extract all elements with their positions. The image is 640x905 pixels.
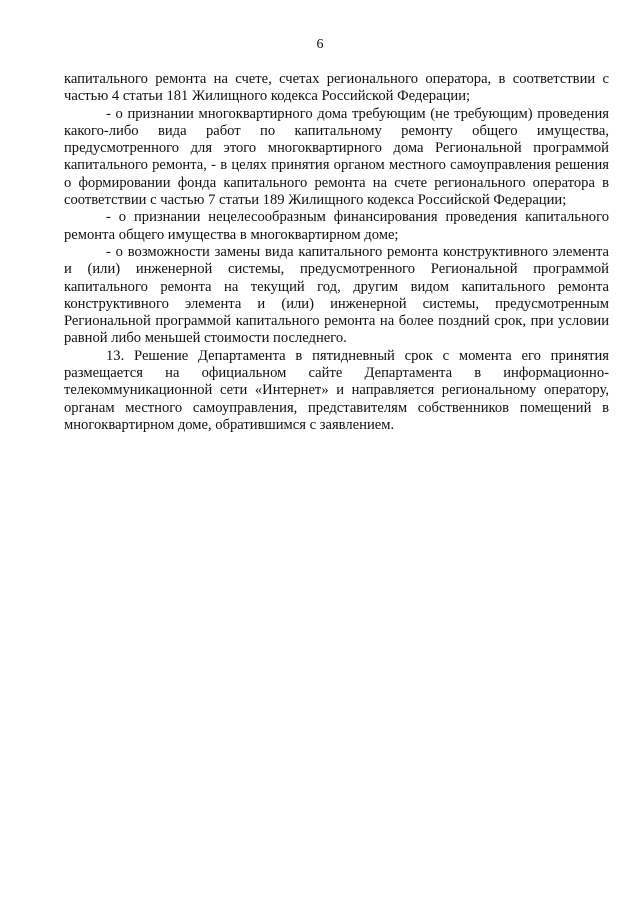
- document-body: [64, 71, 609, 434]
- paragraph-item-financing: - о признании нецелесообразным финансирования проведения капитального ремонта общего имущества в многоквартирном доме;: [64, 209, 609, 243]
- page-number: 6: [316, 37, 324, 52]
- paragraph-item-roof-requirement: - о признании многоквартирного дома требующим (не требующим) проведения какого-либо вида работ по капитальному ремонту общего имущества, предусмотренного для этого многоквартирного дома Региональной программой капитального ремонта, - в целях принятия органом местного самоуправления решения о формировании фонда капитального ремонта на счете регионального оператора в соответствии с частью 7 статьи 189 Жилищного кодекса Российской Федерации;: [64, 105, 609, 209]
- paragraph-clause-13: 13. Решение Департамента в пятидневный срок с момента его принятия размещается на официальном сайте Департамента в информационно-телекоммуникационной сети «Интернет» и направляется региональному оператору, органам местного самоуправления, представителям собственников помещений в многоквартирном доме, обратившимся с заявлением.: [64, 347, 609, 433]
- paragraph-continuation: капитального ремонта на счете, счетах регионального оператора, в соответствии с частью 4 статьи 181 Жилищного кодекса Российской Федерации;: [64, 71, 609, 105]
- paragraph-item-replacement: - о возможности замены вида капитального ремонта конструктивного элемента и (или) инженерной системы, предусмотренного Региональной программой капитального ремонта на текущий год, другим видом капитального ремонта конструктивного элемента и (или) инженерной системы, предусмотренным Региональной программой капитального ремонта на более поздний срок, при условии равной либо меньшей стоимости последнего.: [64, 243, 609, 347]
